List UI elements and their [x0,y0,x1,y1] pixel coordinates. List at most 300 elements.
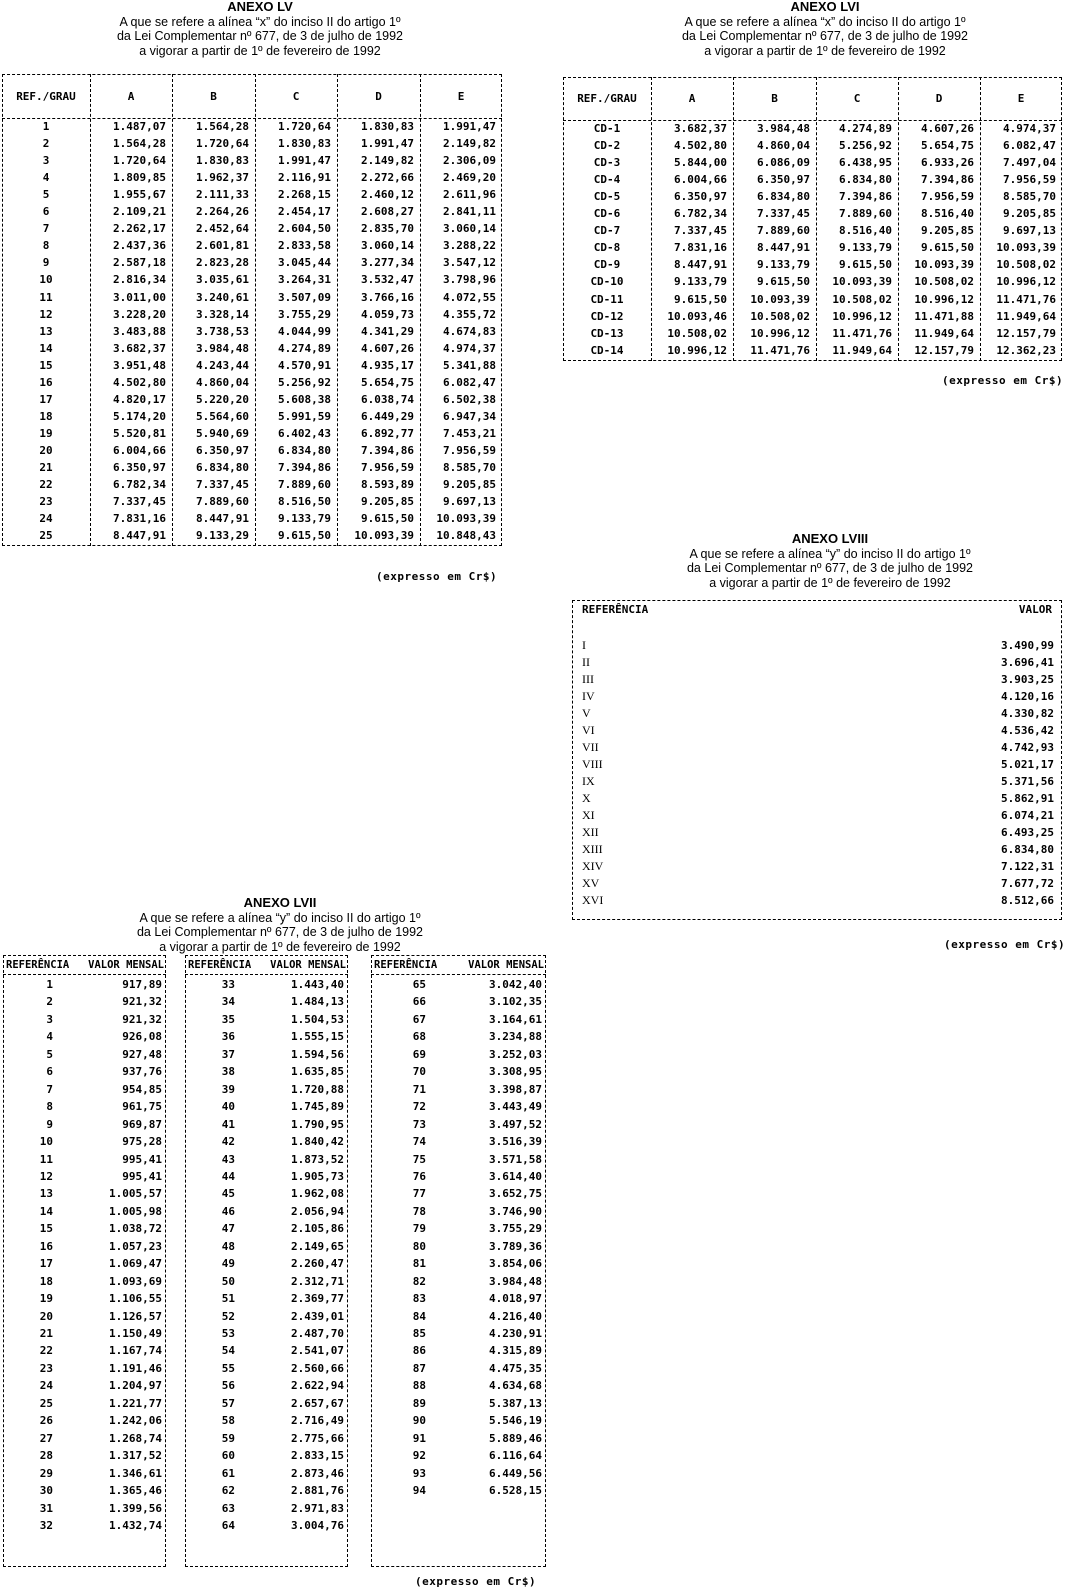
lvii-ref-cell: 12 [39,1169,53,1183]
lviii-value-cell: 4.330,82 [1001,707,1054,720]
lv-value-cell: 3.277,34 [361,256,414,270]
lv-value-cell: 3.951,48 [113,358,166,372]
lv-value-cell: 10.093,39 [354,529,414,543]
lv-value-cell: 1.720,64 [113,154,166,168]
lvi-header-cell: D [935,92,943,105]
lvii-ref-cell: 36 [221,1030,235,1044]
lv-value-cell: 2.454,17 [278,205,331,219]
lvii-ref-cell: 53 [221,1327,235,1340]
lviii-header-ref: REFERÊNCIA [582,603,649,616]
lvii-ref-cell: 21 [39,1327,53,1340]
lvii-ref-cell: 49 [221,1257,235,1271]
lvi-value-cell: 4.502,80 [674,139,727,153]
lvii-value-cell: 1.093,69 [109,1274,162,1288]
lvii-value-cell: 2.541,07 [291,1344,344,1358]
lvi-ref-cell: CD-14 [590,343,624,357]
lv-value-cell: 2.833,58 [278,239,331,253]
lv-value-cell: 9.133,79 [278,512,331,526]
lvi-ref-cell: CD-1 [593,122,621,135]
lviii-ref-cell: VI [582,723,595,737]
lvi-value-cell: 10.093,39 [996,241,1056,255]
lvii-ref-cell: 80 [412,1239,426,1253]
lv-value-cell: 3.060,14 [361,239,414,253]
lvii-value-cell: 1.594,56 [291,1047,344,1061]
lvii-value-cell: 1.005,98 [109,1204,162,1218]
lviii-ref-cell: IV [582,689,595,703]
lvii-value-cell: 3.308,95 [489,1065,542,1079]
lvii-ref-cell: 16 [39,1239,53,1253]
lviii-ref-cell: X [582,791,591,805]
lvi-value-cell: 10.093,46 [667,309,727,323]
lvii-ref-cell: 88 [412,1379,426,1393]
lv-ref-cell: 22 [39,478,53,492]
lvi-value-cell: 5.844,00 [674,156,727,170]
lvii-value-cell: 1.038,72 [109,1222,162,1236]
lv-value-cell: 4.274,89 [278,341,331,355]
lviii-value-cell: 7.122,31 [1001,860,1054,873]
lvii-ref-cell: 11 [39,1152,53,1166]
lvii-ref-cell: 48 [221,1239,235,1253]
anexo-lviii-line1: A que se refere a alínea “y” do inciso II do artigo 1º [689,546,971,561]
lvii-value-cell: 3.443,49 [489,1100,542,1114]
lvi-value-cell: 8.585,70 [1003,190,1056,204]
lvii-ref-cell: 64 [221,1518,235,1532]
lviii-ref-cell: V [582,706,591,720]
lv-ref-cell: 23 [39,495,53,509]
lv-ref-cell: 24 [39,512,53,526]
lv-value-cell: 2.460,12 [361,188,414,202]
lv-value-cell: 2.111,33 [196,188,249,202]
lvi-value-cell: 7.394,86 [921,173,974,187]
lv-value-cell: 3.532,47 [361,273,414,287]
lvii-ref-cell: 43 [221,1152,235,1166]
lv-value-cell: 2.601,81 [196,239,249,253]
lvii-ref-cell: 61 [221,1466,235,1480]
lvii-value-cell: 2.056,94 [291,1204,344,1218]
lv-value-cell: 3.766,16 [361,290,414,304]
lvii-value-cell: 1.346,61 [109,1466,162,1480]
lvi-ref-cell: CD-2 [593,139,621,153]
lvi-ref-cell: CD-13 [590,326,624,340]
lv-value-cell: 1.991,47 [443,120,496,133]
lv-value-cell: 7.831,16 [113,512,166,526]
lvi-value-cell: 10.093,39 [832,275,892,289]
lviii-value-cell: 8.512,66 [1001,894,1054,907]
lvi-ref-cell: CD-11 [590,292,624,306]
lvii-ref-cell: 6 [46,1065,53,1079]
lvii-value-cell: 1.790,95 [291,1117,344,1131]
lvii-value-cell: 1.106,55 [109,1292,162,1306]
lvii-ref-cell: 8 [46,1100,53,1114]
lvi-value-cell: 6.350,97 [674,190,727,204]
lv-value-cell: 4.355,72 [443,307,496,321]
lvii-value-cell: 3.652,75 [489,1187,542,1201]
lvi-value-cell: 10.996,12 [750,326,810,340]
lv-value-cell: 1.830,83 [278,137,331,151]
lvii-ref-cell: 35 [221,1012,235,1026]
lvii-value-cell: 954,85 [122,1082,162,1096]
lv-value-cell: 2.306,09 [443,154,496,168]
lvi-value-cell: 4.274,89 [839,122,892,135]
lvii-value-cell: 2.260,47 [291,1257,344,1271]
anexo-lviii-header [650,532,1010,590]
lvi-value-cell: 7.337,45 [757,207,810,221]
lvi-value-cell: 5.654,75 [921,139,974,153]
lvii-ref-cell: 54 [221,1344,235,1358]
lv-value-cell: 5.654,75 [361,375,414,389]
lvii-value-cell: 2.775,66 [291,1431,344,1445]
lvii-value-cell: 2.149,65 [291,1239,344,1253]
lvii-value-cell: 3.102,35 [489,995,542,1009]
lv-value-cell: 1.955,67 [113,188,166,202]
lv-value-cell: 3.984,48 [196,341,249,355]
lvi-ref-cell: CD-5 [593,190,621,204]
lvii-value-cell: 2.873,46 [291,1466,344,1480]
lvii-value-cell: 1.443,40 [291,978,344,991]
lv-value-cell: 1.809,85 [113,171,166,185]
lviii-ref-cell: XV [582,876,600,890]
lvii-header-ref: REFERÊNCIA [6,959,70,971]
lvii-ref-cell: 66 [412,995,426,1009]
lviii-ref-cell: II [582,655,590,669]
lv-value-cell: 2.149,82 [443,137,496,151]
lvi-value-cell: 6.004,66 [674,173,727,187]
lvii-ref-cell: 19 [39,1292,53,1306]
lvii-value-cell: 3.004,76 [291,1518,344,1532]
lv-value-cell: 4.820,17 [113,392,166,406]
lv-value-cell: 6.402,43 [278,426,331,440]
lviii-value-cell: 4.742,93 [1001,741,1054,754]
lv-value-cell: 2.587,18 [113,256,166,270]
lv-ref-cell: 5 [42,188,50,202]
lvii-value-cell: 3.164,61 [489,1012,542,1026]
lvi-ref-cell: CD-10 [590,275,624,289]
lv-value-cell: 2.116,91 [278,171,331,185]
lvii-value-cell: 917,89 [122,978,162,991]
lv-value-cell: 7.394,86 [361,443,414,457]
lvi-value-cell: 10.996,12 [832,309,892,323]
lviii-value-cell: 5.371,56 [1001,775,1054,788]
lvii-ref-cell: 28 [39,1449,53,1463]
lviii-header-valor: VALOR [1018,603,1052,616]
lv-value-cell: 1.487,07 [113,120,166,133]
lvii-ref-cell: 27 [39,1431,53,1445]
lvi-value-cell: 10.508,02 [996,258,1056,272]
lv-value-cell: 8.593,89 [361,478,414,492]
lv-value-cell: 2.823,28 [196,256,249,270]
anexo-lvi-note: (expresso em Cr$) [942,374,1064,387]
lvii-ref-cell: 77 [412,1187,426,1201]
anexo-lviii-line3: a vigorar a partir de 1º de fevereiro de 1992 [709,575,951,590]
lvii-value-cell: 6.116,64 [489,1449,542,1463]
anexo-lviii-title: ANEXO LVIII [791,531,869,546]
lvi-value-cell: 4.860,04 [757,139,810,153]
lvii-value-cell: 3.516,39 [489,1135,542,1149]
lvii-header-divider [371,974,546,975]
lv-value-cell: 10.093,39 [436,512,496,526]
lvii-value-cell: 3.398,87 [489,1082,542,1096]
lv-value-cell: 3.798,96 [443,273,496,287]
lv-ref-cell: 14 [39,341,53,355]
lvii-ref-cell: 40 [221,1100,235,1114]
anexo-lvii-title: ANEXO LVII [243,895,317,910]
lvi-value-cell: 7.497,04 [1003,156,1056,170]
lvii-ref-cell: 38 [221,1065,235,1079]
lvi-header-cell: C [853,92,861,105]
lv-value-cell: 5.991,59 [278,409,331,423]
lvii-value-cell: 3.984,48 [489,1274,542,1288]
lvii-ref-cell: 42 [221,1135,235,1149]
lv-value-cell: 4.059,73 [361,307,414,321]
lvii-value-cell: 6.449,56 [489,1466,542,1480]
lv-value-cell: 6.834,80 [278,443,331,457]
lvi-value-cell: 7.337,45 [674,224,727,238]
lv-value-cell: 5.564,60 [196,409,249,423]
lvii-header-ref: REFERÊNCIA [374,959,438,971]
lvii-value-cell: 1.167,74 [109,1344,162,1358]
lvi-value-cell: 7.831,16 [674,241,727,255]
lv-value-cell: 3.035,61 [196,273,249,287]
lv-value-cell: 3.228,20 [113,307,166,321]
lvii-value-cell: 995,41 [122,1169,162,1183]
lv-ref-cell: 13 [39,324,53,338]
lv-ref-cell: 9 [42,256,50,270]
lvii-ref-cell: 51 [221,1292,235,1306]
lvii-ref-cell: 86 [412,1344,426,1358]
lv-value-cell: 5.608,38 [278,392,331,406]
lvii-ref-cell: 69 [412,1047,426,1061]
lvi-value-cell: 7.889,60 [757,224,810,238]
lv-ref-cell: 21 [39,461,53,474]
anexo-lvi-line3: a vigorar a partir de 1º de fevereiro de 1992 [704,43,946,58]
lv-value-cell: 1.564,28 [196,120,249,133]
lv-value-cell: 9.133,29 [196,529,249,543]
lv-ref-cell: 16 [39,375,53,389]
lv-value-cell: 8.447,91 [113,529,166,543]
lvi-header-cell: REF./GRAU [577,92,637,105]
lv-value-cell: 7.337,45 [196,478,249,492]
lvii-value-cell: 5.889,46 [489,1431,542,1445]
lvi-ref-cell: CD-4 [593,173,621,187]
lv-value-cell: 3.483,88 [113,324,166,338]
lv-value-cell: 9.205,85 [361,495,414,509]
lvii-ref-cell: 32 [39,1518,53,1532]
lvii-ref-cell: 15 [39,1222,53,1236]
lv-ref-cell: 2 [42,137,50,151]
lv-value-cell: 7.889,60 [278,478,331,492]
lvii-ref-cell: 46 [221,1204,235,1218]
lvii-ref-cell: 1 [46,978,53,991]
lv-ref-cell: 12 [39,307,53,321]
lv-value-cell: 4.935,17 [361,358,414,372]
lv-value-cell: 4.974,37 [443,341,496,355]
lvii-value-cell: 995,41 [122,1152,162,1166]
lv-ref-cell: 11 [39,290,53,304]
lvii-ref-cell: 60 [221,1449,235,1463]
lv-value-cell: 3.288,22 [443,239,496,253]
lv-value-cell: 3.060,14 [443,222,496,236]
lv-header-cell: A [127,89,135,103]
lvi-value-cell: 8.516,40 [839,224,892,238]
lvi-value-cell: 4.974,37 [1003,122,1056,135]
lvii-value-cell: 2.716,49 [291,1414,344,1428]
lv-value-cell: 6.350,97 [113,461,166,474]
lvii-value-cell: 1.221,77 [109,1396,162,1410]
lviii-value-cell: 5.862,91 [1001,792,1054,805]
lvii-value-cell: 2.622,94 [291,1379,344,1393]
lvii-ref-cell: 52 [221,1309,235,1323]
lvii-ref-cell: 94 [412,1484,426,1498]
lvii-value-cell: 4.018,97 [489,1292,542,1306]
lvii-value-cell: 1.268,74 [109,1431,162,1445]
lvi-value-cell: 3.984,48 [757,122,810,135]
lvi-value-cell: 10.508,02 [832,292,892,306]
lvii-value-cell: 4.475,35 [489,1361,542,1375]
anexo-lv-line3: a vigorar a partir de 1º de fevereiro de 1992 [139,43,381,58]
lv-value-cell: 2.835,70 [361,222,414,236]
lv-value-cell: 4.341,29 [361,324,414,338]
lvi-value-cell: 9.615,50 [674,292,727,306]
lvi-value-cell: 11.471,76 [832,326,892,340]
lvii-ref-cell: 17 [39,1257,53,1271]
lv-value-cell: 6.892,77 [361,426,414,440]
lvii-value-cell: 2.560,66 [291,1361,344,1375]
lviii-value-cell: 3.696,41 [1001,656,1054,669]
lv-value-cell: 10.848,43 [436,529,496,543]
anexo-lvi-line2: da Lei Complementar nº 677, de 3 de julho de 1992 [681,29,969,43]
lv-value-cell: 2.272,66 [361,171,414,185]
lv-ref-cell: 4 [42,171,50,185]
lvi-header-cell: A [688,92,696,105]
lvi-value-cell: 9.205,85 [1003,207,1056,221]
lvi-ref-cell: CD-9 [593,258,621,272]
lvii-ref-cell: 65 [412,978,426,991]
lv-value-cell: 4.072,55 [443,290,496,304]
lvii-ref-cell: 91 [412,1431,426,1445]
lvi-value-cell: 10.093,39 [914,258,974,272]
lvii-value-cell: 1.191,46 [109,1361,162,1375]
lvii-value-cell: 937,76 [122,1065,162,1079]
lviii-ref-cell: III [582,672,594,686]
lvi-value-cell: 11.949,64 [914,326,974,340]
lvi-header-cell: B [771,92,778,105]
lvii-value-cell: 6.528,15 [489,1484,542,1498]
lvii-ref-cell: 89 [412,1396,426,1410]
lvi-value-cell: 6.782,34 [674,207,727,221]
lv-value-cell: 2.816,34 [113,273,166,287]
anexo-lviii-note: (expresso em Cr$) [944,938,1066,951]
lvii-value-cell: 2.833,15 [291,1449,344,1463]
lvi-value-cell: 10.508,02 [914,275,974,289]
lv-value-cell: 1.991,47 [278,154,331,168]
lvii-value-cell: 926,08 [122,1030,162,1044]
lv-value-cell: 5.256,92 [278,375,331,389]
lvii-value-cell: 975,28 [122,1135,162,1149]
lvii-value-cell: 961,75 [122,1100,162,1114]
lviii-ref-cell: IX [582,774,595,788]
lvii-ref-cell: 7 [46,1082,53,1096]
lvi-header-cell: E [1017,92,1025,105]
lv-value-cell: 2.149,82 [361,154,414,168]
lviii-value-cell: 6.493,25 [1001,826,1054,839]
lv-value-cell: 3.738,53 [196,324,249,338]
lvii-value-cell: 969,87 [122,1117,162,1131]
lv-value-cell: 3.547,12 [443,256,496,270]
lviii-value-cell: 4.536,42 [1001,724,1054,737]
lvii-value-cell: 3.042,40 [489,978,542,991]
lv-value-cell: 3.264,31 [278,273,331,287]
lvii-value-cell: 921,32 [122,1012,162,1026]
lv-value-cell: 6.004,66 [113,443,166,457]
lviii-ref-cell: XIV [582,859,604,873]
lv-value-cell: 3.328,14 [196,307,249,321]
lvi-value-cell: 10.996,12 [914,292,974,306]
lvii-ref-cell: 30 [39,1484,53,1498]
lvii-ref-cell: 78 [412,1204,426,1218]
lv-value-cell: 5.940,69 [196,426,249,440]
lvii-ref-cell: 25 [39,1396,53,1410]
lv-value-cell: 7.453,21 [443,426,496,440]
lvii-value-cell: 5.546,19 [489,1414,542,1428]
lvi-value-cell: 4.607,26 [921,122,974,135]
lviii-value-cell: 5.021,17 [1001,758,1054,771]
lvii-value-cell: 1.005,57 [109,1187,162,1201]
lvii-ref-cell: 20 [39,1309,53,1323]
lvii-value-cell: 4.634,68 [489,1379,542,1393]
lvii-ref-cell: 57 [221,1396,235,1410]
lv-value-cell: 2.262,17 [113,222,166,236]
lv-ref-cell: 19 [39,426,53,440]
lvii-value-cell: 1.242,06 [109,1414,162,1428]
lvii-ref-cell: 9 [46,1117,53,1131]
lv-value-cell: 2.452,64 [196,222,249,236]
lvii-value-cell: 3.252,03 [489,1047,542,1061]
lvii-ref-cell: 31 [39,1501,53,1515]
lvii-value-cell: 2.105,86 [291,1222,344,1236]
lvii-value-cell: 3.789,36 [489,1239,542,1253]
lvii-header-divider [185,974,348,975]
lv-value-cell: 1.962,37 [196,171,249,185]
lvii-ref-cell: 3 [46,1012,53,1026]
lv-value-cell: 1.830,83 [196,154,249,168]
lvii-ref-cell: 74 [412,1135,426,1149]
lv-ref-cell: 18 [39,409,53,423]
lvii-ref-cell: 75 [412,1152,426,1166]
lvi-value-cell: 11.471,76 [996,292,1056,306]
lvi-value-cell: 6.834,80 [757,190,810,204]
lvii-value-cell: 3.234,88 [489,1030,542,1044]
anexo-lviii-line2: da Lei Complementar nº 677, de 3 de julho de 1992 [686,561,974,575]
lv-ref-cell: 17 [39,392,53,406]
lvii-ref-cell: 63 [221,1501,235,1515]
lvii-value-cell: 4.230,91 [489,1327,542,1340]
lvii-value-cell: 1.840,42 [291,1135,344,1149]
lvi-value-cell: 10.996,12 [996,275,1056,289]
lvii-ref-cell: 58 [221,1414,235,1428]
lvii-ref-cell: 29 [39,1466,53,1480]
lvii-ref-cell: 76 [412,1169,426,1183]
lv-value-cell: 6.038,74 [361,392,414,406]
lvii-value-cell: 1.504,53 [291,1012,344,1026]
lvii-value-cell: 1.555,15 [291,1030,344,1044]
lv-value-cell: 5.220,20 [196,392,249,406]
lvii-ref-cell: 45 [221,1187,235,1201]
lvii-value-cell: 1.873,52 [291,1152,344,1166]
lvi-value-cell: 8.516,40 [921,207,974,221]
lvii-ref-cell: 47 [221,1222,235,1236]
lv-ref-cell: 20 [39,443,53,457]
lv-value-cell: 4.860,04 [196,375,249,389]
